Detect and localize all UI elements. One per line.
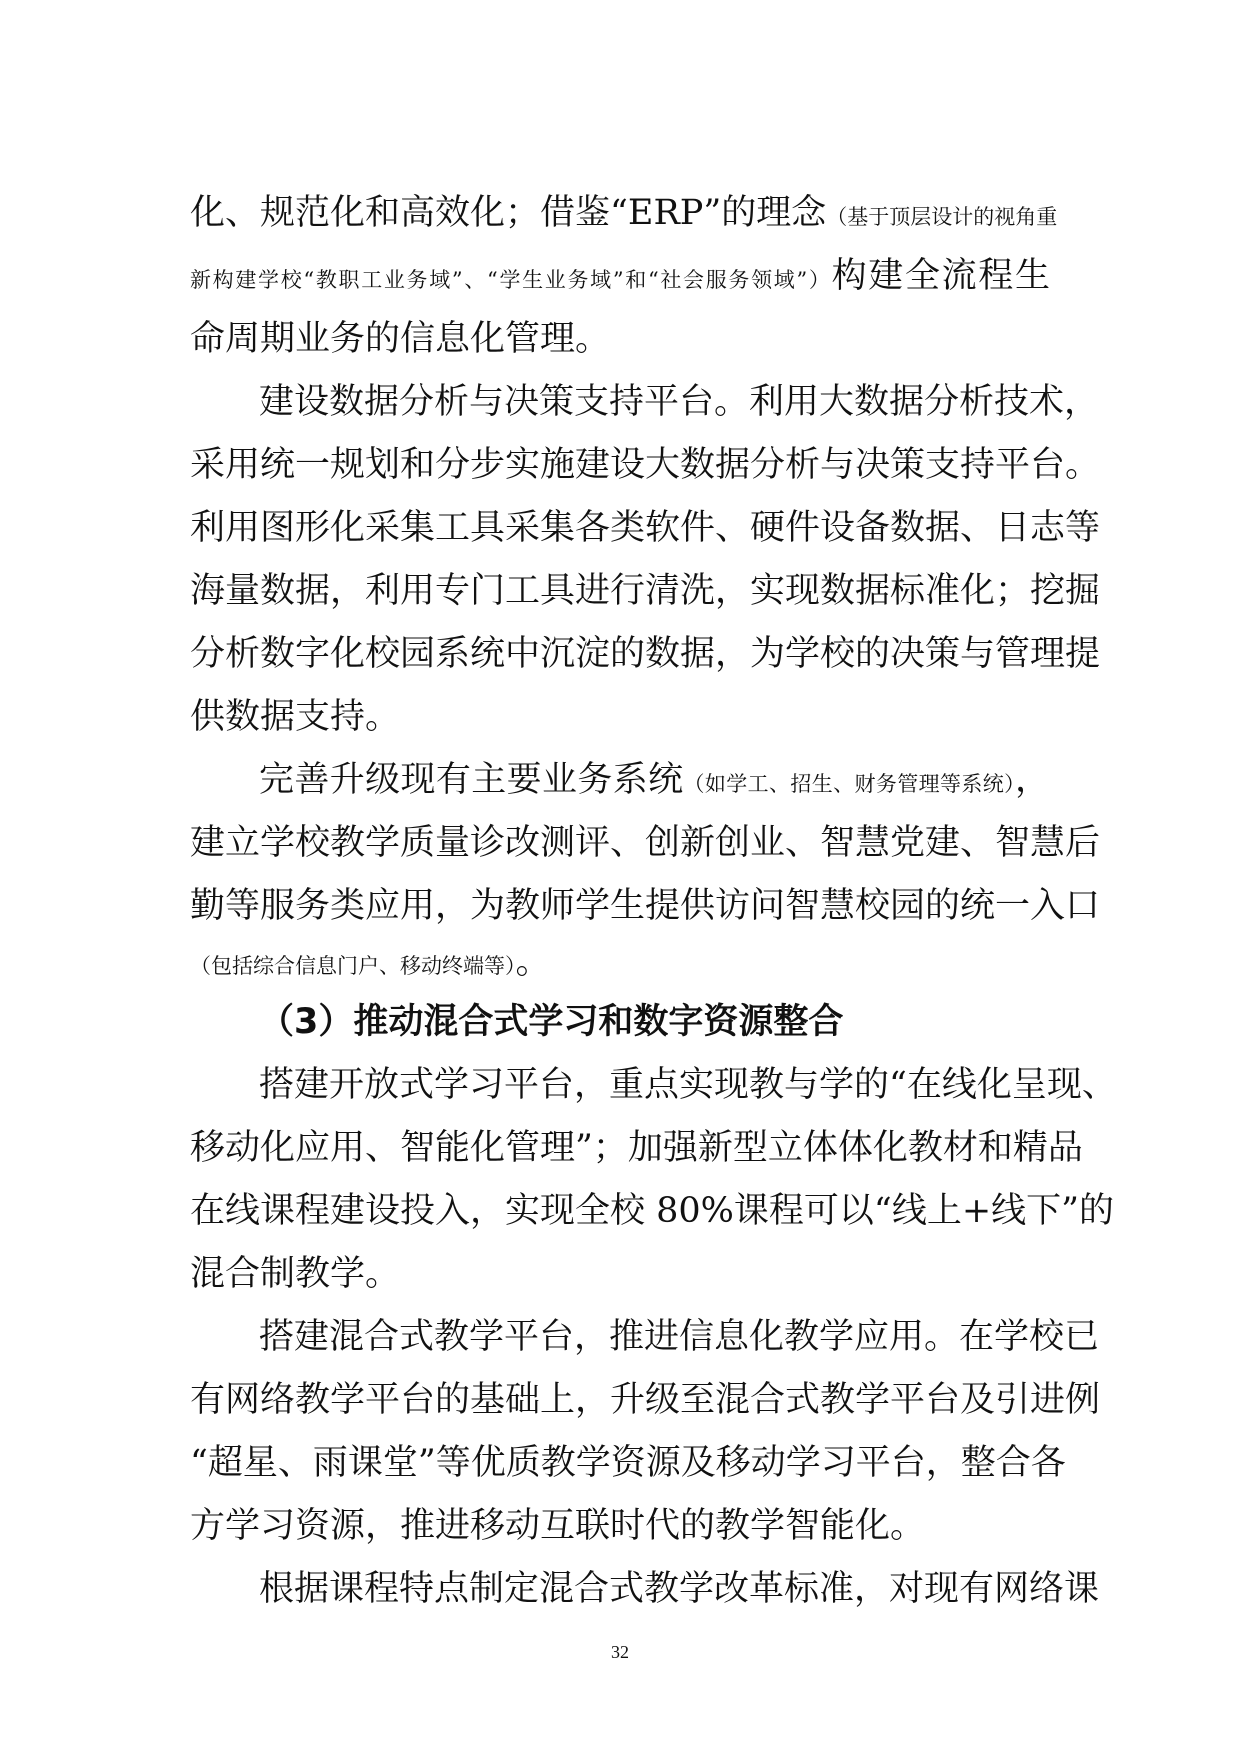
- paragraph-5-line-1: 搭建混合式教学平台，推进信息化教学应用。在学校已: [259, 1317, 1100, 1357]
- paragraph-1-line-1: [190, 191, 1058, 239]
- paragraph-3-line-2: 建立学校教学质量诊改测评、创新创业、智慧党建、智慧后: [190, 823, 1101, 863]
- text: 构建全流程生: [831, 256, 1050, 296]
- paragraph-2-line-2: 采用统一规划和分步实施建设大数据分析与决策支持平台。: [190, 445, 1101, 485]
- text: 。: [515, 942, 551, 982]
- annotation-text: （包括综合信息门户、移动终端等）: [190, 954, 516, 978]
- paragraph-5-line-4: 方学习资源，推进移动互联时代的教学智能化。: [190, 1506, 926, 1546]
- paragraph-4-line-2: 移动化应用、智能化管理”；加强新型立体体化教材和精品: [190, 1128, 1083, 1168]
- paragraph-1-line-3: 命周期业务的信息化管理。: [190, 319, 611, 359]
- text: 完善升级现有主要业务系统: [259, 760, 684, 800]
- paragraph-3-line-1: [259, 758, 1050, 806]
- paragraph-2-line-3: 利用图形化采集工具采集各类软件、硬件设备数据、日志等: [190, 508, 1101, 548]
- text: 化、规范化和高效化；借鉴“ERP”的理念: [190, 193, 827, 233]
- paragraph-2-line-4: 海量数据，利用专门工具进行清洗，实现数据标准化；挖掘: [190, 571, 1101, 611]
- paragraph-1-line-2: [190, 254, 1050, 302]
- paragraph-3-line-4: [190, 940, 1050, 988]
- text: ，: [1014, 760, 1050, 800]
- paragraph-6-line-1: 根据课程特点制定混合式教学改革标准，对现有网络课: [259, 1569, 1100, 1609]
- paragraph-2-line-6: 供数据支持。: [190, 697, 401, 737]
- annotation-text: （如学工、招生、财务管理等系统）: [683, 772, 1015, 796]
- paragraph-5-line-2: 有网络教学平台的基础上，升级至混合式教学平台及引进例: [190, 1380, 1101, 1420]
- paragraph-4-line-4: 混合制教学。: [190, 1254, 401, 1294]
- section-heading: （3）推动混合式学习和数字资源整合: [259, 1002, 844, 1042]
- annotation-text: 新构建学校“教职工业务域”、“学生业务域”和“社会服务领域”）: [190, 268, 832, 292]
- annotation-text: （基于顶层设计的视角重: [826, 205, 1058, 229]
- paragraph-2-line-1: 建设数据分析与决策支持平台。利用大数据分析技术，: [259, 382, 1100, 422]
- paragraph-5-line-3: “超星、雨课堂”等优质教学资源及移动学习平台，整合各: [190, 1443, 1066, 1483]
- page-number: 32: [611, 1642, 629, 1662]
- paragraph-4-line-3: 在线课程建设投入，实现全校 80%课程可以“线上+线下”的: [190, 1191, 1115, 1231]
- paragraph-2-line-5: 分析数字化校园系统中沉淀的数据，为学校的决策与管理提: [190, 634, 1101, 674]
- paragraph-4-line-1: 搭建开放式学习平台，重点实现教与学的“在线化呈现、: [259, 1065, 1117, 1105]
- paragraph-3-line-3: 勤等服务类应用，为教师学生提供访问智慧校园的统一入口: [190, 886, 1101, 926]
